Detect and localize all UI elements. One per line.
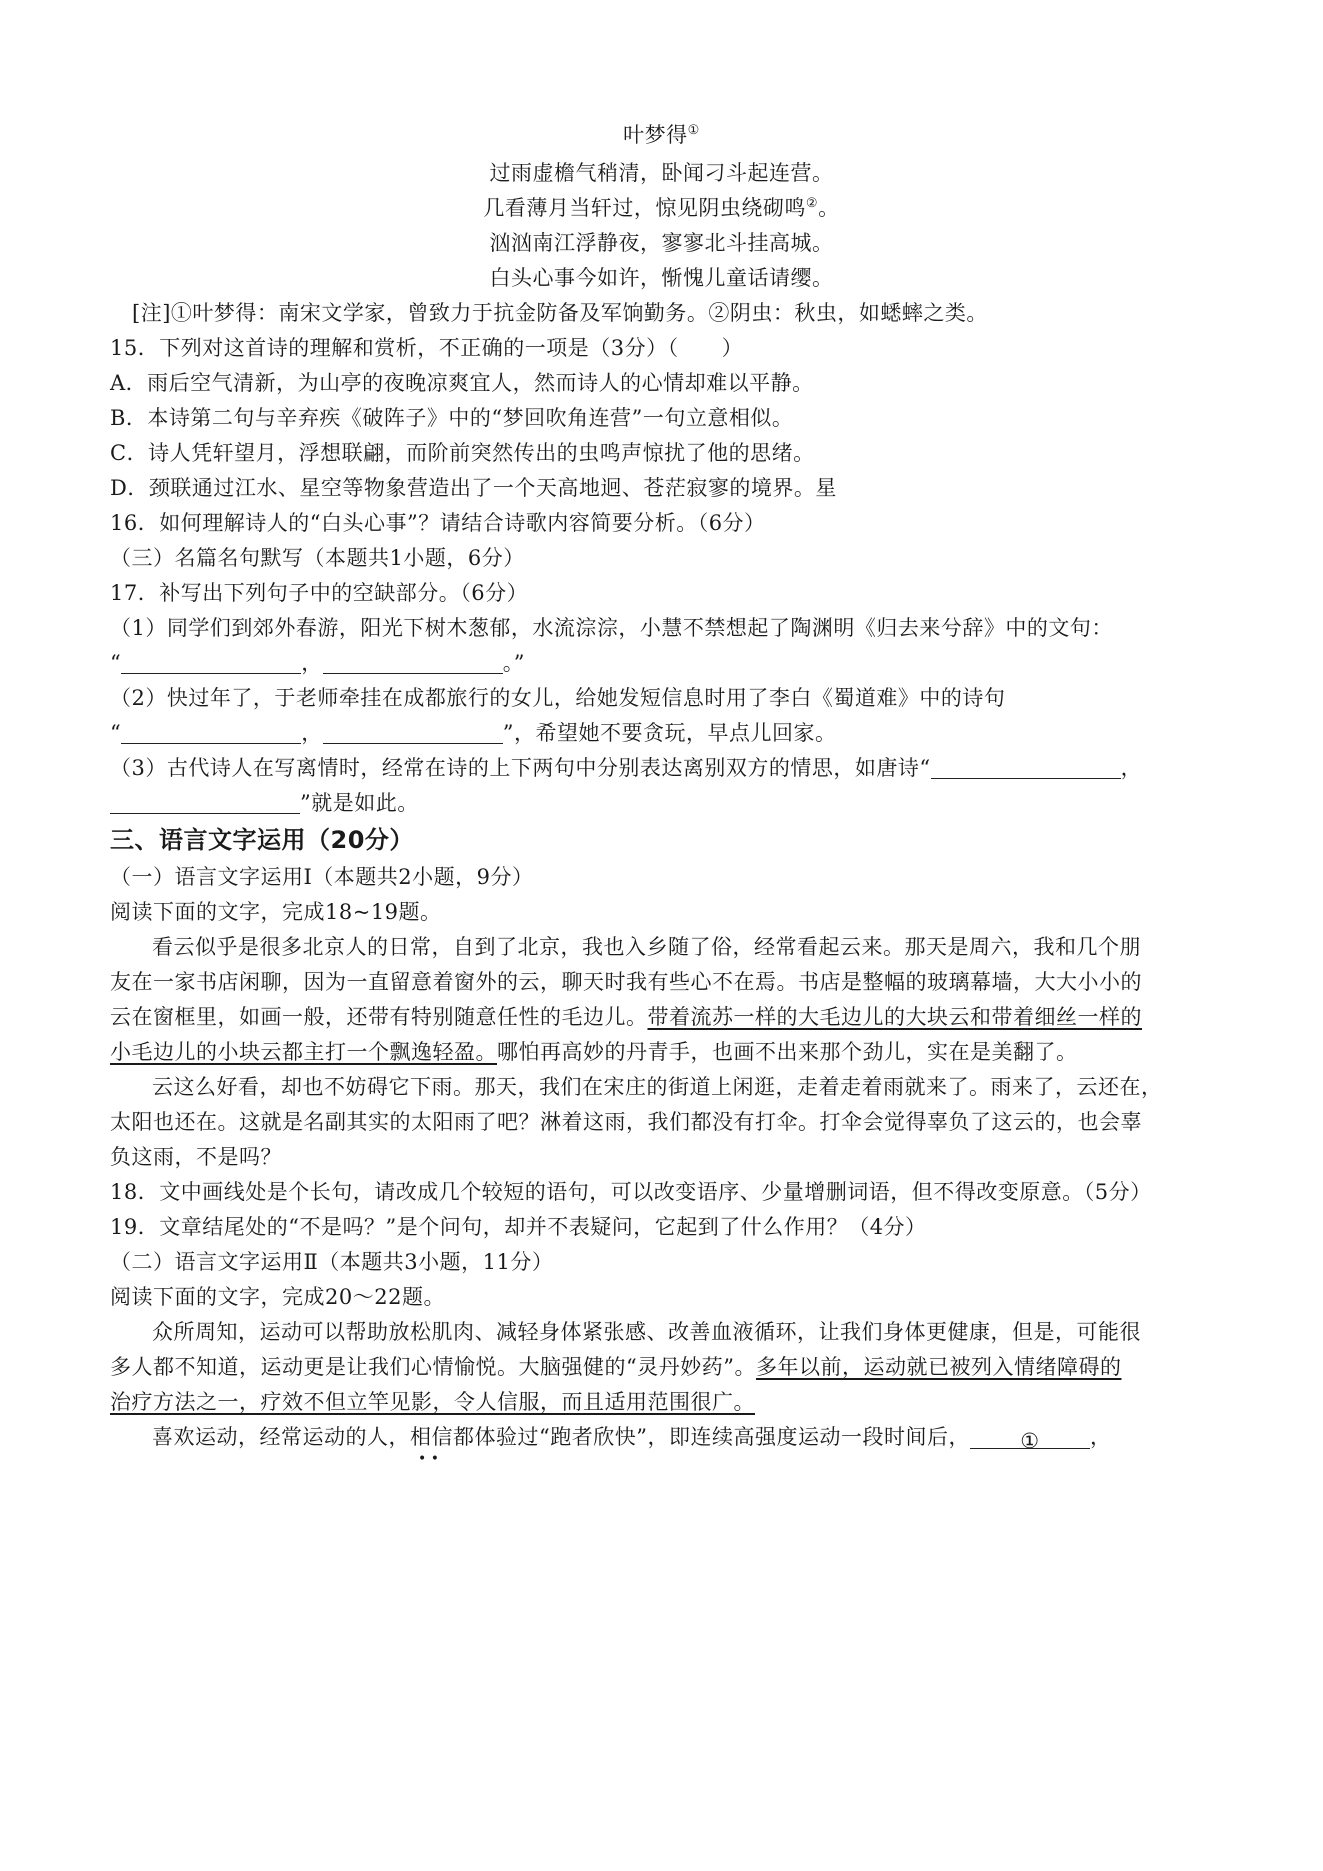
passage2-line: 多人都不知道，运动更是让我们心情愉悦。大脑强健的“灵丹妙药”。多年以前，运动就已被列入情绪障碍的: [110, 1355, 1122, 1379]
passage1-line: 负这雨，不是吗？: [110, 1145, 282, 1169]
poem-line-3: 汹汹南江浮静夜，寥寥北斗挂高城。: [489, 231, 834, 255]
q17-stem: 17．补写出下列句子中的空缺部分。（6分）: [110, 581, 529, 605]
poem-note: [注]①叶梦得：南宋文学家，曾致力于抗金防备及军饷勤务。②阴虫：秋虫，如蟋蟀之类。: [132, 301, 988, 325]
fill-blank[interactable]: [121, 651, 301, 674]
fill-blank[interactable]: [323, 651, 503, 674]
poem-line-1: 过雨虚檐气稍清，卧闻刁斗起连营。: [489, 161, 834, 185]
underlined-sentence: 多年以前，运动就已被列入情绪障碍的: [755, 1355, 1122, 1379]
fill-blank[interactable]: [931, 756, 1121, 779]
q17-part1: （1）同学们到郊外春游，阳光下树木葱郁，水流淙淙，小慧不禁想起了陶渊明《归去来兮辞》中的文句：: [110, 616, 1113, 640]
fill-blank[interactable]: [121, 721, 301, 744]
q19: 19．文章结尾处的“不是吗？”是个问句，却并不表疑问，它起到了什么作用？（4分）: [110, 1215, 927, 1239]
passage1-line: 小毛边儿的小块云都主打一个飘逸轻盈。哪怕再高妙的丹青手，也画不出来那个劲儿，实在是美翻了。: [110, 1040, 1078, 1064]
poem-line-4: 白头心事今如许，惭愧儿童话请缨。: [489, 266, 834, 290]
passage2-line: 喜欢运动，经常运动的人，相信都体验过“跑者欣快”，即连续高强度运动一段时间后， ① ，: [152, 1425, 1112, 1453]
q15-option-b: B．本诗第二句与辛弃疾《破阵子》中的“梦回吹角连营”一句立意相似。: [110, 406, 794, 430]
q17-part3: （3）古代诗人在写离情时，经常在诗的上下两句中分别表达离别双方的情思，如唐诗“ ，: [110, 756, 1143, 780]
emphasis-dots: • •: [418, 1451, 439, 1467]
q15-option-d: D．颈联通过江水、星空等物象营造出了一个天高地迥、苍茫寂寥的境界。星: [110, 476, 837, 500]
section-famous-sentences: （三）名篇名句默写（本题共1小题，6分）: [110, 546, 525, 570]
passage1-line: 看云似乎是很多北京人的日常，自到了北京，我也入乡随了俗，经常看起云来。那天是周六，我和几个朋: [152, 935, 1141, 959]
subsection-2: （二）语言文字运用Ⅱ（本题共3小题，11分）: [110, 1250, 554, 1274]
reading-instruction-2: 阅读下面的文字，完成20～22题。: [110, 1285, 445, 1309]
passage1-line: 云在窗框里，如画一般，还带有特别随意任性的毛边儿。带着流苏一样的大毛边儿的大块云和带着细丝一样的: [110, 1005, 1142, 1029]
passage1-line: 云这么好看，却也不妨碍它下雨。那天，我们在宋庄的街道上闲逛，走着走着雨就来了。雨来了，云还在，: [152, 1075, 1163, 1099]
q15-stem: 15．下列对这首诗的理解和赏析，不正确的一项是（3分）（ ）: [110, 336, 744, 360]
q16: 16．如何理解诗人的“白头心事”？请结合诗歌内容简要分析。（6分）: [110, 511, 766, 535]
underlined-sentence: 治疗方法之一，疗效不但立竿见影，令人信服，而且适用范围很广。: [110, 1390, 755, 1414]
q17-part3-end: ”就是如此。: [110, 788, 1230, 818]
q17-part1-blanks: “ ， 。”: [110, 651, 525, 675]
q15-option-c: C．诗人凭轩望月，浮想联翩，而阶前突然传出的虫鸣声惊扰了他的思绪。: [110, 441, 815, 465]
poem-author: 叶梦得①: [623, 123, 700, 147]
q15-option-a: A．雨后空气清新，为山亭的夜晚凉爽宜人，然而诗人的心情却难以平静。: [110, 371, 814, 395]
subsection-1: （一）语言文字运用Ⅰ（本题共2小题，9分）: [110, 865, 534, 889]
passage1-line: 友在一家书店闲聊，因为一直留意着窗外的云，聊天时我有些心不在焉。书店是整幅的玻璃幕墙，大大小小的: [110, 970, 1142, 994]
fill-blank[interactable]: [110, 791, 300, 814]
underlined-sentence: 小毛边儿的小块云都主打一个飘逸轻盈。: [110, 1040, 497, 1064]
q17-part2-blanks: “ ， ”，希望她不要贪玩，早点儿回家。: [110, 721, 837, 745]
fill-blank[interactable]: [323, 721, 503, 744]
poem-line-2: 几看薄月当轩过，惊见阴虫绕砌鸣②。: [483, 196, 840, 220]
passage2-line: [110, 1387, 1230, 1417]
passage1-line: 太阳也还在。这就是名副其实的太阳雨了吧？淋着这雨，我们都没有打伞。打伞会觉得辜负了这云的，也会辜: [110, 1110, 1142, 1134]
q17-part2: （2）快过年了，于老师牵挂在成都旅行的女儿，给她发短信息时用了李白《蜀道难》中的诗句: [110, 686, 1006, 710]
passage2-line: 众所周知，运动可以帮助放松肌肉、减轻身体紧张感、改善血液循环，让我们身体更健康，但是，可能很: [152, 1320, 1141, 1344]
section-3-title: 三、语言文字运用（20分）: [110, 826, 414, 854]
underlined-sentence: 带着流苏一样的大毛边儿的大块云和带着细丝一样的: [647, 1005, 1142, 1029]
reading-instruction-1: 阅读下面的文字，完成18~19题。: [110, 900, 442, 924]
q18: 18．文中画线处是个长句，请改成几个较短的语句，可以改变语序、少量增删词语，但不得改变原意。（5分）: [110, 1180, 1152, 1204]
fill-blank-1[interactable]: ①: [970, 1426, 1090, 1449]
